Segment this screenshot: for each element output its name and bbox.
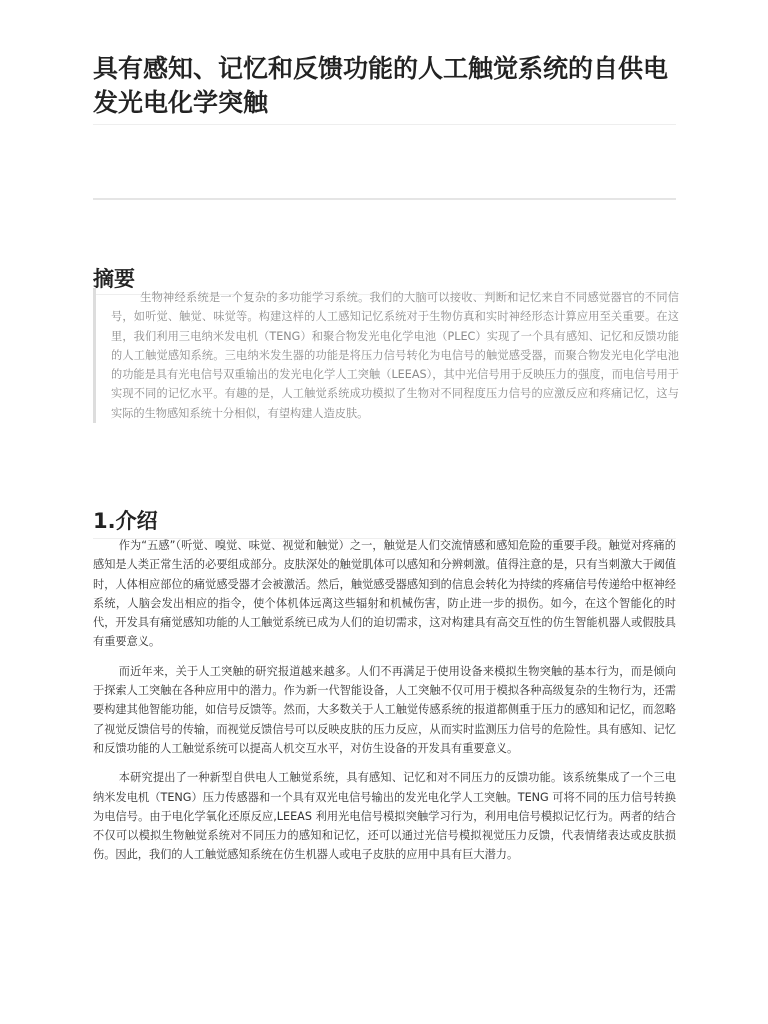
intro-heading: 1.介绍 xyxy=(93,507,676,539)
paper-title: 具有感知、记忆和反馈功能的人工触觉系统的自供电发光电化学突触 xyxy=(93,52,676,125)
paper-page xyxy=(93,0,679,862)
intro-paragraph-1: 作为“五感”（听觉、嗅觉、味觉、视觉和触觉）之一，触觉是人们交流情感和感知危险的重要手段。触觉对疼痛的感知是人类正常生活的必要组成部分。皮肤深处的触觉肌体可以感知和分辨刺激。值得注意的是，只有当刺激大于阈值时，人体相应部位的痛觉感受器才会被激活。然后，触觉感受器感知到的信息会转化为持续的疼痛信号传递给中枢神经系统，人脑会发出相应的指令，使个体机体远离这些辐射和机械伤害，防止进一步的损伤。如今，在这个智能化的时代，开发具有痛觉感知功能的人工触觉系统已成为人们的迫切需求，这对构建具有高交互性的仿生智能机器人或假肢具有重要意义。 xyxy=(93,539,676,649)
section-divider xyxy=(93,198,676,200)
intro-paragraph-2: 而近年来，关于人工突触的研究报道越来越多。人们不再满足于使用设备来模拟生物突触的基本行为，而是倾向于探索人工突触在各种应用中的潜力。作为新一代智能设备，人工突触不仅可用于模拟各种高级复杂的生物行为，还需要构建其他智能功能，如信号反馈等。然而，大多数关于人工触觉传感系统的报道都侧重于压力的感知和记忆，而忽略了视觉反馈信号的传输，而视觉反馈信号可以反映皮肤的压力反应，从而实时监测压力信号的危险性。具有感知、记忆和反馈功能的人工触觉系统可以提高人机交互水平，对仿生设备的开发具有重要意义。 xyxy=(93,664,676,755)
intro-paragraph-3: 本研究提出了一种新型自供电人工触觉系统，具有感知、记忆和对不同压力的反馈功能。该系统集成了一个三电纳米发电机（TENG）压力传感器和一个具有双光电信号输出的发光电化学人工突触。TENG 可将不同的压力信号转换为电信号。由于电化学氧化还原反应,LEEAS 利用光电信号模拟突触学习行为，利用电信号模拟记忆行为。两者的结合不仅可以模拟生物触觉系统对不同压力的感知和记忆，还可以通过光信号模拟视觉压力反馈，代表情绪表达或皮肤损伤。因此，我们的人工触觉感知系统在仿生机器人或电子皮肤的应用中具有巨大潜力。 xyxy=(93,771,676,862)
intro-body xyxy=(93,536,676,875)
abstract-text: 生物神经系统是一个复杂的多功能学习系统。我们的大脑可以接收、判断和记忆来自不同感觉器官的不同信号，如听觉、触觉、味觉等。构建这样的人工感知记忆系统对于生物仿真和实时神经形态计算应用至关重要。在这里，我们利用三电纳米发电机（TENG）和聚合物发光电化学电池（PLEC）实现了一个具有感知、记忆和反馈功能的人工触觉感知系统。三电纳米发生器的功能是将压力信号转化为电信号的触觉感受器，而聚合物发光电化学电池的功能是具有光电信号双重输出的发光电化学人工突触（LEEAS），其中光信号用于反映压力的强度，而电信号用于实现不同的记忆水平。有趣的是，人工触觉系统成功模拟了生物对不同程度压力信号的应激反应和疼痛记忆，这与实际的生物感知系统十分相似，有望构建人造皮肤。 xyxy=(93,288,679,423)
abstract-heading: 摘要 xyxy=(93,265,676,295)
